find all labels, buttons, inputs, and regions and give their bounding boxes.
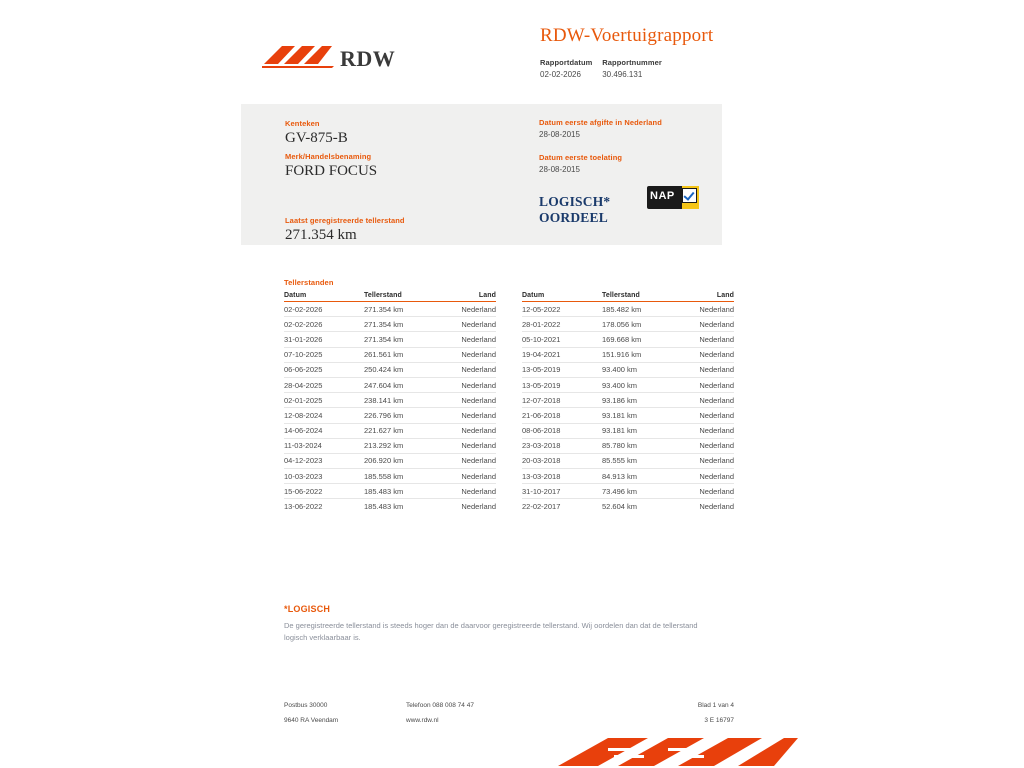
nap-badge-label: NAP (650, 190, 675, 202)
footer-page-number: Blad 1 van 4 (697, 702, 734, 709)
table-header-row (522, 292, 734, 302)
table-row (522, 302, 734, 317)
cell-datum: 19-04-2021 (522, 347, 584, 362)
cell-datum: 13-05-2019 (522, 377, 584, 392)
judgement-line-1: LOGISCH* (539, 194, 611, 209)
cell-land: Nederland (432, 423, 496, 438)
table-row (284, 469, 496, 484)
cell-datum: 12-08-2024 (284, 408, 346, 423)
table-row (522, 453, 734, 468)
cell-tellerstand: 52.604 km (602, 502, 638, 512)
cell-datum: 13-06-2022 (284, 502, 323, 512)
cell-land: Nederland (670, 438, 734, 453)
cell-land: Nederland (670, 332, 734, 347)
cell-land: Nederland (461, 502, 496, 512)
kenteken-value: GV-875-B (285, 130, 348, 146)
cell-tellerstand: 178.056 km (584, 317, 670, 332)
cell-land: Nederland (670, 453, 734, 468)
first-admission-label: Datum eerste toelating (539, 153, 623, 162)
cell-land: Nederland (432, 469, 496, 484)
cell-tellerstand: 84.913 km (584, 469, 670, 484)
cell-tellerstand: 85.555 km (584, 453, 670, 468)
cell-datum: 20-03-2018 (522, 453, 584, 468)
table-row (522, 499, 734, 514)
cell-land: Nederland (670, 408, 734, 423)
cell-tellerstand: 169.668 km (584, 332, 670, 347)
table-row (284, 377, 496, 392)
cell-datum: 02-02-2026 (284, 302, 346, 317)
cell-datum: 11-03-2024 (284, 438, 346, 453)
report-number-label: Rapportnummer (602, 58, 662, 67)
footer-phone: Telefoon 088 008 74 47 (406, 702, 474, 709)
cell-tellerstand: 238.141 km (346, 393, 432, 408)
cell-datum: 08-06-2018 (522, 423, 584, 438)
cell-datum: 10-03-2023 (284, 469, 346, 484)
report-date-label: Rapportdatum (540, 58, 593, 67)
cell-datum: 02-02-2026 (284, 317, 346, 332)
vehicle-summary-panel (241, 104, 722, 245)
table-row (522, 469, 734, 484)
cell-land: Nederland (432, 377, 496, 392)
cell-datum: 22-02-2017 (522, 502, 561, 512)
cell-datum: 06-06-2025 (284, 362, 346, 377)
table-row (522, 393, 734, 408)
cell-tellerstand: 93.400 km (584, 377, 670, 392)
report-date-value: 02-02-2026 (540, 70, 581, 79)
judgement-line-2: OORDEEL (539, 210, 608, 225)
table-row (284, 393, 496, 408)
cell-datum: 23-03-2018 (522, 438, 584, 453)
footer-website[interactable]: www.rdw.nl (406, 717, 439, 724)
cell-tellerstand: 185.483 km (346, 484, 432, 499)
cell-land: Nederland (432, 347, 496, 362)
checkmark-icon (682, 188, 697, 203)
cell-datum: 13-03-2018 (522, 469, 584, 484)
cell-land: Nederland (670, 377, 734, 392)
footnote-block (284, 604, 714, 644)
report-meta (540, 58, 800, 79)
cell-tellerstand: 185.482 km (584, 302, 670, 317)
footer-address-line1: Postbus 30000 (284, 702, 328, 709)
cell-tellerstand: 213.292 km (346, 438, 432, 453)
table-row (522, 317, 734, 332)
cell-tellerstand: 151.916 km (584, 347, 670, 362)
readings-section-title: Tellerstanden (284, 278, 334, 287)
table-row (522, 423, 734, 438)
cell-datum: 07-10-2025 (284, 347, 346, 362)
cell-tellerstand: 221.627 km (346, 423, 432, 438)
table-row (284, 499, 496, 514)
readings-table-left (284, 292, 496, 514)
cell-tellerstand: 247.604 km (346, 377, 432, 392)
cell-land: Nederland (670, 393, 734, 408)
merk-value: FORD FOCUS (285, 163, 378, 179)
footer-address (284, 702, 338, 732)
bottom-decorative-graphic (548, 736, 798, 768)
readings-table-right (522, 292, 734, 514)
table-row (284, 484, 496, 499)
cell-land: Nederland (670, 302, 734, 317)
cell-tellerstand: 93.400 km (584, 362, 670, 377)
rdw-logo-block (262, 22, 532, 71)
cell-land: Nederland (432, 317, 496, 332)
cell-tellerstand: 185.483 km (364, 502, 404, 512)
cell-land: Nederland (670, 469, 734, 484)
rdw-logo-icon (262, 42, 334, 68)
cell-datum: 02-01-2025 (284, 393, 346, 408)
cell-land: Nederland (699, 502, 734, 512)
cell-tellerstand: 85.780 km (584, 438, 670, 453)
footer-contact (406, 702, 474, 732)
cell-tellerstand: 261.561 km (346, 347, 432, 362)
cell-land: Nederland (432, 484, 496, 499)
cell-tellerstand: 93.181 km (584, 423, 670, 438)
cell-datum: 31-01-2026 (284, 332, 346, 347)
table-row (522, 438, 734, 453)
footer-page-info (694, 702, 734, 732)
rdw-logo-text: RDW (340, 46, 396, 71)
cell-datum: 21-06-2018 (522, 408, 584, 423)
odometer-readings-section (284, 278, 734, 514)
table-row (284, 317, 496, 332)
cell-land: Nederland (432, 332, 496, 347)
table-row (284, 453, 496, 468)
cell-land: Nederland (670, 317, 734, 332)
column-header-datum: Datum (284, 292, 346, 302)
first-admission-value: 28-08-2015 (539, 165, 580, 174)
cell-land: Nederland (432, 438, 496, 453)
table-row (522, 377, 734, 392)
cell-tellerstand: 271.354 km (346, 302, 432, 317)
readings-tables (284, 292, 734, 514)
column-header-datum: Datum (522, 292, 584, 302)
cell-datum: 05-10-2021 (522, 332, 584, 347)
report-title: RDW-Voertuigrapport (540, 25, 714, 46)
cell-datum: 12-07-2018 (522, 393, 584, 408)
cell-tellerstand: 226.796 km (346, 408, 432, 423)
cell-datum: 28-01-2022 (522, 317, 584, 332)
table-row (284, 362, 496, 377)
nap-badge-icon (647, 186, 699, 209)
column-header-tellerstand: Tellerstand (346, 292, 432, 302)
first-issue-nl-label: Datum eerste afgifte in Nederland (539, 118, 662, 127)
kenteken-label: Kenteken (285, 119, 320, 128)
cell-land: Nederland (670, 347, 734, 362)
cell-tellerstand: 271.354 km (346, 332, 432, 347)
cell-land: Nederland (432, 393, 496, 408)
cell-land: Nederland (432, 362, 496, 377)
footnote-body: De geregistreerde tellerstand is steeds hoger dan de daarvoor geregistreerde tellerstand. Wij oordelen dan dat de tellerstand logisch verklaarbaar is. (284, 621, 698, 642)
cell-tellerstand: 271.354 km (346, 317, 432, 332)
judgement-text (539, 194, 610, 226)
cell-land: Nederland (670, 423, 734, 438)
merk-label: Merk/Handelsbenaming (285, 152, 372, 161)
cell-tellerstand: 93.181 km (584, 408, 670, 423)
cell-tellerstand: 93.186 km (584, 393, 670, 408)
cell-datum: 28-04-2025 (284, 377, 346, 392)
table-row (522, 362, 734, 377)
report-number-block (602, 58, 662, 79)
cell-tellerstand: 250.424 km (346, 362, 432, 377)
cell-land: Nederland (432, 302, 496, 317)
table-row (284, 408, 496, 423)
last-odometer-value: 271.354 km (285, 227, 357, 243)
last-odometer-label: Laatst geregistreerde tellerstand (285, 216, 405, 225)
cell-land: Nederland (432, 453, 496, 468)
table-row (284, 423, 496, 438)
table-row (284, 302, 496, 317)
cell-datum: 04-12-2023 (284, 453, 346, 468)
cell-datum: 13-05-2019 (522, 362, 584, 377)
cell-datum: 12-05-2022 (522, 302, 584, 317)
column-header-land: Land (432, 292, 496, 302)
report-number-value: 30.496.131 (602, 70, 643, 79)
table-row (522, 332, 734, 347)
cell-land: Nederland (432, 408, 496, 423)
table-row (284, 347, 496, 362)
footnote-title: *LOGISCH (284, 604, 331, 614)
table-row (284, 438, 496, 453)
column-header-tellerstand: Tellerstand (584, 292, 670, 302)
cell-tellerstand: 206.920 km (346, 453, 432, 468)
table-row (522, 408, 734, 423)
table-row (522, 347, 734, 362)
cell-tellerstand: 185.558 km (346, 469, 432, 484)
cell-land: Nederland (670, 362, 734, 377)
cell-tellerstand: 73.496 km (584, 484, 670, 499)
column-header-land: Land (670, 292, 734, 302)
footer-code: 3 E 16797 (704, 717, 734, 724)
table-row (284, 332, 496, 347)
cell-datum: 15-06-2022 (284, 484, 346, 499)
first-issue-nl-value: 28-08-2015 (539, 130, 580, 139)
table-header-row (284, 292, 496, 302)
cell-land: Nederland (670, 484, 734, 499)
cell-datum: 14-06-2024 (284, 423, 346, 438)
footer-address-line2: 9640 RA Veendam (284, 717, 339, 724)
cell-datum: 31-10-2017 (522, 484, 584, 499)
report-date-block (540, 58, 600, 79)
table-row (522, 484, 734, 499)
